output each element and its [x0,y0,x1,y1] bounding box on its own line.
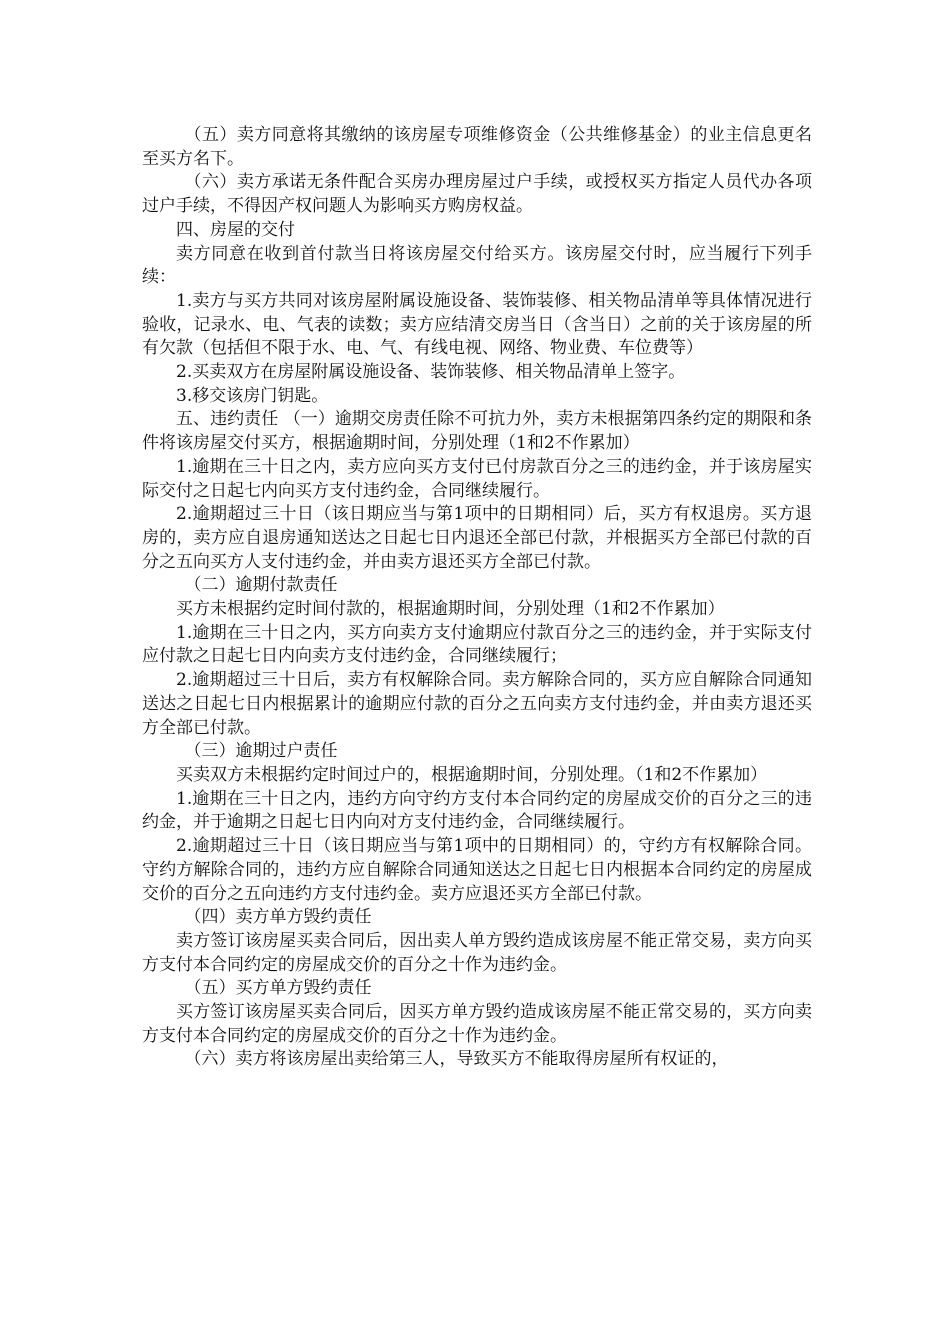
late-transfer-intro: 买卖双方未根据约定时间过户的，根据逾期时间，分别处理。（1和2不作累加） [176,764,768,785]
delivery-item-2: 2.买卖双方在房屋附属设施设备、装饰装修、相关物品清单上签字。 [176,362,686,383]
delivery-item-1: 1.卖方与买方共同对该房屋附属设施设备、装饰装修、相关物品清单等具体情况进行验收，记录水、电、气表的读数；卖方应结清交房当日（含当日）之前的关于该房屋的所有欠款（包括但不限于水、电、气、有线电视、网络、物业费、车位费等） [142,290,812,359]
subheading-late-transfer: （三）逾期过户责任 [184,741,338,762]
clause-6-transfer-cooperation: （六）卖方承诺无条件配合买房办理房屋过户手续，或授权买方指定人员代办各项过户手续，不得因产权问题人为影响买方购房权益。 [142,172,812,217]
late-delivery-item-2: 2.逾期超过三十日（该日期应当与第1项中的日期相同）后，买方有权退房。买方退房的，卖方应自退房通知送达之日起七日内退还全部已付款，并根据买方全部已付款的百分之五向买方人支付违约金，并由卖方退还买方全部已付款。 [142,504,812,572]
clause-6-third-party-sale: （六）卖方将该房屋出卖给第三人，导致买方不能取得房屋所有权证的， [184,1049,729,1070]
subheading-seller-breach: （四）卖方单方毁约责任 [184,907,372,928]
late-payment-intro: 买方未根据约定时间付款的，根据逾期时间，分别处理（1和2不作累加） [176,599,725,620]
seller-breach-text: 卖方签订该房屋买卖合同后，因出卖人单方毁约造成该房屋不能正常交易，卖方向买方支付本合同约定的房屋成交价的百分之十作为违约金。 [142,930,812,975]
document-page [142,124,812,1072]
buyer-breach-text: 买方签订该房屋买卖合同后，因买方单方毁约造成该房屋不能正常交易的，买方向卖方支付本合同约定的房屋成交价的百分之十作为违约金。 [142,1002,812,1046]
clause-5-maintenance-fund: （五）卖方同意将其缴纳的该房屋专项维修资金（公共维修基金）的业主信息更名至买方名下。 [142,125,812,169]
late-payment-item-1: 1.逾期在三十日之内，买方向卖方支付逾期应付款百分之三的违约金，并于实际支付应付款之日起七日内向卖方支付违约金，合同继续履行； [142,622,812,667]
late-delivery-item-1: 1.逾期在三十日之内，卖方应向买方支付已付房款百分之三的违约金，并于该房屋实际交付之日起七内向买方支付违约金，合同继续履行。 [142,456,812,501]
late-payment-item-2: 2.逾期超过三十日后，卖方有权解除合同。卖方解除合同的，买方应自解除合同通知送达之日起七日内根据累计的逾期应付款的百分之五向卖方支付违约金，并由卖方退还买方全部已付款。 [142,670,812,738]
section-heading-delivery: 四、房屋的交付 [176,219,295,240]
subheading-buyer-breach: （五）买方单方毁约责任 [184,978,372,999]
late-transfer-item-2: 2.逾期超过三十日（该日期应当与第1项中的日期相同）的，守约方有权解除合同。守约方解除合同的，违约方应自解除合同通知送达之日起七日内根据本合同约定的房屋成交价的百分之五向违约方支付违约金。卖方应退还买方全部已付款。 [142,836,812,904]
subheading-late-payment: （二）逾期付款责任 [184,575,338,596]
delivery-intro: 卖方同意在收到首付款当日将该房屋交付给买方。该房屋交付时，应当履行下列手续： [142,243,812,288]
delivery-item-3: 3.移交该房门钥匙。 [176,385,329,406]
late-transfer-item-1: 1.逾期在三十日之内，违约方向守约方支付本合同约定的房屋成交价的百分之三的违约金，并于逾期之日起七日内向对方支付违约金，合同继续履行。 [142,788,812,833]
section-heading-liability: 五、违约责任 （一）逾期交房责任除不可抗力外，卖方未根据第四条约定的期限和条件将该房屋交付买方，根据逾期时间，分别处理（1和2不作累加） [142,409,812,454]
